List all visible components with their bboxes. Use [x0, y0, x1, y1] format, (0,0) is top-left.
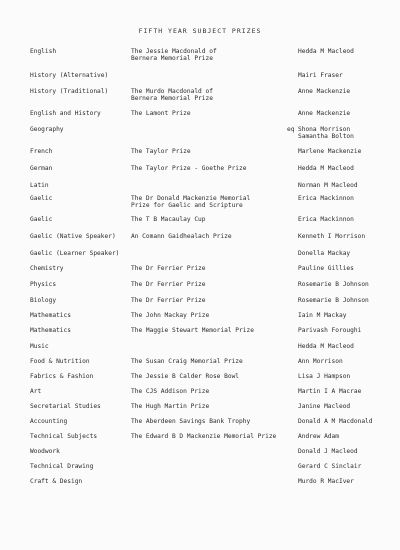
prize-name	[131, 327, 254, 334]
subject-name: Woodwork	[30, 448, 60, 455]
subject-name: Fabrics & Fashion	[30, 373, 94, 380]
winner-name	[298, 250, 350, 257]
prize-name	[131, 265, 206, 272]
winner-name	[298, 148, 361, 155]
winner-line: Rosemarie B Johnson	[298, 281, 369, 288]
winner-line: Hedda M Macleod	[298, 48, 354, 55]
prize-name	[131, 88, 213, 102]
prize-line: The Jessie B Calder Rose Bowl	[131, 373, 240, 380]
prize-line: The Lamont Prize	[131, 110, 191, 117]
prize-name	[131, 148, 191, 155]
subject-name: Secretarial Studies	[30, 403, 101, 410]
winner-name	[298, 388, 361, 395]
winner-name	[298, 216, 354, 223]
winner-name	[298, 195, 354, 202]
subject-name: Technical Subjects	[30, 433, 98, 440]
prize-line: The John Mackay Prize	[131, 312, 210, 319]
subject-name: Gaelic	[30, 195, 53, 202]
winner-name	[298, 327, 361, 334]
winner-line: Parivash Foroughi	[298, 327, 362, 334]
subject-name: Food & Nutrition	[30, 358, 90, 365]
subject-name: English and History	[30, 110, 101, 117]
winner-line: Erica Mackinnon	[298, 195, 354, 202]
winner-line: Hedda M Macleod	[298, 165, 354, 172]
prize-line: The Taylor Prize - Goethe Prize	[131, 165, 247, 172]
prize-line-2: Prize for Gaelic and Scripture	[131, 202, 243, 209]
winner-line: Erica Mackinnon	[298, 216, 354, 223]
prize-name	[131, 281, 206, 288]
subject-name: German	[30, 165, 53, 172]
page-title: FIFTH YEAR SUBJECT PRIZES	[138, 27, 262, 35]
winner-line: Donald J Macleod	[298, 448, 358, 455]
subject-name: English	[30, 48, 57, 55]
subject-name: Accounting	[30, 418, 68, 425]
winner-name	[298, 433, 339, 440]
prize-name	[131, 195, 250, 209]
subject-name: Gaelic (Native Speaker)	[30, 233, 116, 240]
winner-line-2: Samantha Bolton	[298, 133, 354, 140]
winner-line: Donald A M Macdonald	[298, 418, 373, 425]
winner-name	[298, 463, 361, 470]
subject-name: Latin	[30, 182, 49, 189]
prize-line: The Edward B D Mackenzie Memorial Prize	[131, 433, 277, 440]
winner-line: Janine Macleod	[298, 403, 351, 410]
subject-name: Gaelic	[30, 216, 53, 223]
subject-name: Physics	[30, 281, 57, 288]
prize-name	[131, 418, 250, 425]
subject-name: Music	[30, 343, 49, 350]
winner-name	[298, 478, 354, 485]
subject-name: Technical Drawing	[30, 463, 94, 470]
subject-name: Geography	[30, 126, 64, 133]
winner-line: Martin I A Macrae	[298, 388, 362, 395]
winner-line: Mairi Fraser	[298, 72, 343, 79]
winner-line: Iain M Mackay	[298, 312, 347, 319]
winner-line: Murdo R MacIver	[298, 478, 354, 485]
prize-line: The Susan Craig Memorial Prize	[131, 358, 243, 365]
winner-line: Norman M Macleod	[298, 182, 358, 189]
subject-name: History (Alternative)	[30, 72, 109, 79]
prize-line: The Maggie Stewart Memorial Prize	[131, 327, 254, 334]
prize-name	[131, 297, 206, 304]
prize-line: The Dr Ferrier Prize	[131, 281, 206, 288]
subject-name: Mathematics	[30, 327, 71, 334]
winner-line: Gerard C Sinclair	[298, 463, 362, 470]
subject-name: Craft & Design	[30, 478, 83, 485]
prize-line: The CJS Addison Prize	[131, 388, 210, 395]
winner-line: Hedda M Macleod	[298, 343, 354, 350]
prize-name	[131, 233, 232, 240]
winner-name	[298, 110, 350, 117]
winner-line: Lisa J Hampson	[298, 373, 351, 380]
subject-name: Gaelic (Learner Speaker)	[30, 250, 120, 257]
prize-name	[131, 358, 243, 365]
winner-line: Anne Mackenzie	[298, 88, 351, 95]
winner-line: Rosemarie B Johnson	[298, 297, 369, 304]
winner-line: Ann Morrison	[298, 358, 343, 365]
prize-line: The Dr Ferrier Prize	[131, 265, 206, 272]
winner-name	[298, 72, 343, 79]
subject-name: French	[30, 148, 53, 155]
winner-line: Marlene Mackenzie	[298, 148, 362, 155]
subject-name: History (Traditional)	[30, 88, 109, 95]
winner-line: Shona Morrison	[298, 126, 351, 133]
winner-name	[298, 182, 358, 189]
subject-name: Biology	[30, 297, 57, 304]
winner-name	[298, 88, 350, 95]
subject-name: Art	[30, 388, 42, 395]
prize-name	[131, 165, 246, 172]
winner-name	[298, 343, 354, 350]
winner-name	[298, 165, 354, 172]
prize-line: The Taylor Prize	[131, 148, 191, 155]
prize-line: The T B Macaulay Cup	[131, 216, 206, 223]
winner-line: Pauline Gillies	[298, 265, 354, 272]
winner-line: Anne Mackenzie	[298, 110, 351, 117]
prize-line-2: Bernera Memorial Prize	[131, 95, 213, 102]
prize-name	[131, 216, 206, 223]
winner-name	[298, 448, 358, 455]
winner-name	[298, 233, 365, 240]
prize-line-2: Bernera Memorial Prize	[131, 55, 213, 62]
winner-name	[298, 281, 369, 288]
winner-name	[298, 418, 373, 425]
winner-name	[298, 403, 350, 410]
prize-line: The Dr Donald Mackenzie Memorial	[131, 195, 251, 202]
subject-name: Mathematics	[30, 312, 71, 319]
winner-name	[298, 297, 369, 304]
winner-name	[298, 48, 354, 55]
prize-line: An Comann Gaidhealach Prize	[131, 233, 232, 240]
winner-name	[298, 373, 350, 380]
prize-line: The Dr Ferrier Prize	[131, 297, 206, 304]
prize-name	[131, 433, 276, 440]
winner-line: Kenneth I Morrison	[298, 233, 366, 240]
equal-mark: eq	[287, 126, 295, 133]
winner-name	[298, 312, 346, 319]
prize-name	[131, 48, 217, 62]
prize-name	[131, 312, 209, 319]
subject-name: Chemistry	[30, 265, 64, 272]
prize-line: The Jessie Macdonald of	[131, 48, 217, 55]
prize-name	[131, 403, 209, 410]
prize-line: The Aberdeen Savings Bank Trophy	[131, 418, 251, 425]
winner-name	[298, 126, 354, 140]
prize-line: The Murdo Macdonald of	[131, 88, 213, 95]
winner-line: Andrew Adam	[298, 433, 339, 440]
prize-line: The Hugh Martin Prize	[131, 403, 210, 410]
winner-name	[298, 358, 343, 365]
prize-name	[131, 373, 239, 380]
winner-line: Donella Mackay	[298, 250, 351, 257]
prize-name	[131, 388, 209, 395]
winner-name	[298, 265, 354, 272]
prize-name	[131, 110, 191, 117]
